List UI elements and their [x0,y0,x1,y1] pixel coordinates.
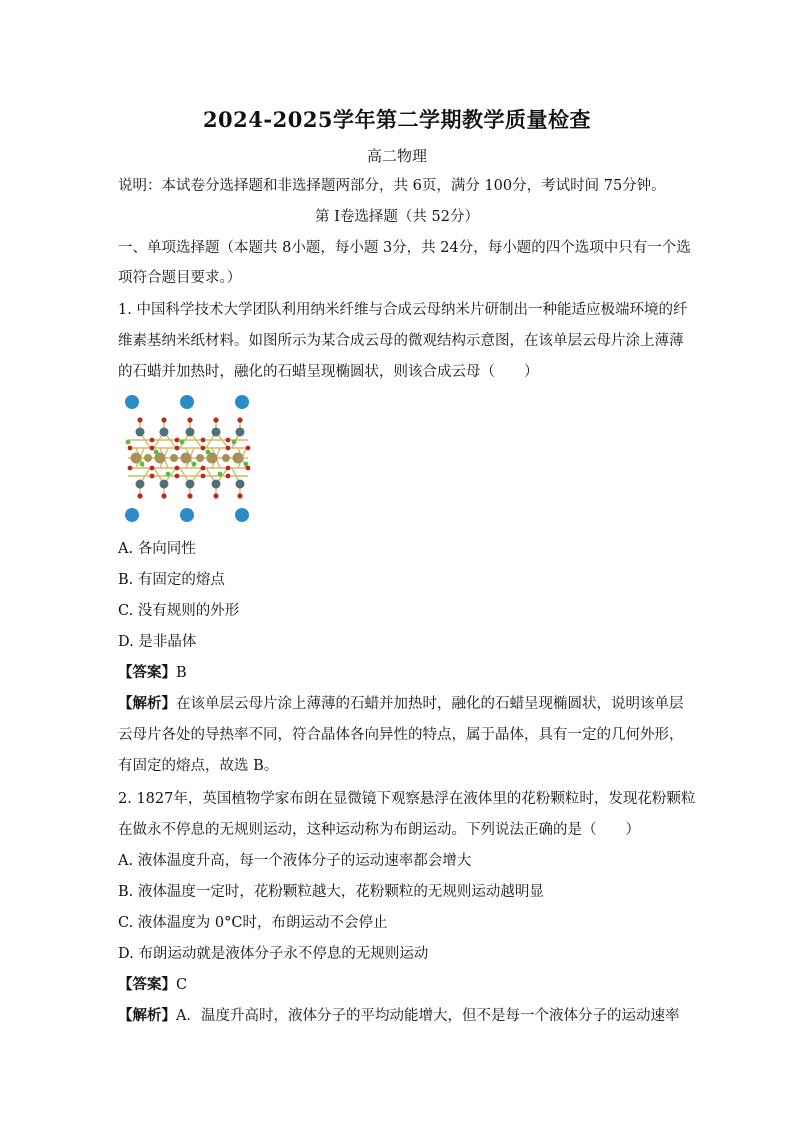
q1-option-d: D. 是非晶体 [118,634,197,650]
answer-label: 【答案】 [118,976,176,993]
analysis-label: 【解析】 [118,695,176,712]
q2-option-a: A. 液体温度升高，每一个液体分子的运动速率都会增大 [118,853,472,869]
q1-analysis-line2: 云母片各处的导热率不同，符合晶体各向异性的特点，属于晶体，具有一定的几何外形， [118,727,684,743]
q1-stem-line3: 的石蜡并加热时，融化的石蜡呈现椭圆状，则该合成云母（ ） [118,364,539,380]
q1-option-c: C. 没有规则的外形 [118,603,240,619]
q2-option-c: C. 液体温度为 0°C时，布朗运动不会停止 [118,915,388,931]
q2-stem-line1: 2. 1827年，英国植物学家布朗在显微镜下观察悬浮在液体里的花粉颗粒时，发现花粉颗粒 [118,791,696,807]
answer-value: B [176,665,187,681]
octahedral-atoms [131,453,244,464]
q2-answer [118,975,678,995]
exam-title: 2024-2025学年第二学期教学质量检查 [202,107,592,132]
q1-stem-line2: 维素基纳米纸材料。如图所示为某合成云母的微观结构示意图，在该单层云母片涂上薄薄 [118,333,684,349]
subject-title: 高二物理 [366,147,427,165]
q1-option-a: A. 各向同性 [118,541,196,557]
q2-option-d: D. 布朗运动就是液体分子永不停息的无规则运动 [118,946,429,962]
q2-stem-line2: 在做永不停息的无规则运动，这种运动称为布朗运动。下列说法正确的是（ ） [118,822,640,838]
q1-analysis-line1 [118,694,684,714]
analysis-text: A．温度升高时，液体分子的平均动能增大，但不是每一个液体分子的运动速率 [176,1008,680,1024]
section-title: 第 I卷选择题（共 52分） [315,209,479,225]
q1-stem-line1: 1. 中国科学技术大学团队利用纳米纤维与合成云母纳米片研制出一种能适应极端环境的纤 [118,302,688,318]
analysis-text: 在该单层云母片涂上薄薄的石蜡并加热时，融化的石蜡呈现椭圆状，说明该单层 [176,696,684,712]
q2-option-b: B. 液体温度一定时，花粉颗粒越大，花粉颗粒的无规则运动越明显 [118,884,544,900]
answer-value: C [176,977,188,993]
exam-instructions: 说明：本试卷分选择题和非选择题两部分，共 6页，满分 100分，考试时间 75分钟。 [118,178,666,194]
part1-heading-line2: 项符合题目要求。） [118,270,242,286]
q1-answer [118,663,678,683]
q1-analysis-line3: 有固定的熔点，故选 B。 [118,758,279,774]
mica-structure-figure [120,392,254,526]
answer-label: 【答案】 [118,664,176,681]
q2-analysis-line1 [118,1006,678,1026]
part1-heading-line1: 一、单项选择题（本题共 8小题，每小题 3分，共 24分，每小题的四个选项中只有一个选 [118,240,691,256]
analysis-label: 【解析】 [118,1007,176,1024]
q1-option-b: B. 有固定的熔点 [118,572,225,588]
